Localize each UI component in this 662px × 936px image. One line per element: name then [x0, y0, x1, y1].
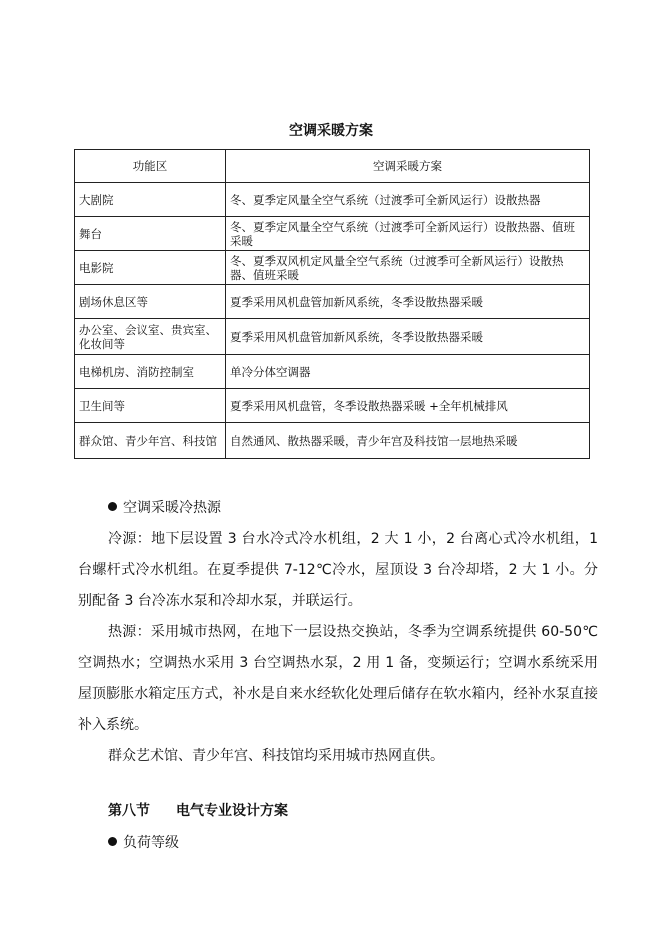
- table-row: [75, 355, 590, 389]
- column-header-area: 功能区: [75, 150, 226, 183]
- cell-plan: 冬、夏季定风量全空气系统（过渡季可全新风运行）设散热器: [226, 183, 590, 217]
- cold-heat-source-section: [78, 493, 598, 772]
- cell-plan: 自然通风、散热器采暖，青少年宫及科技馆一层地热采暖: [226, 423, 590, 459]
- table-row: [75, 285, 590, 319]
- hvac-plan-table: [74, 149, 590, 459]
- cell-area: 办公室、会议室、贵宾室、化妆间等: [75, 319, 226, 355]
- bullet-dot-icon: [108, 502, 117, 511]
- cell-plan: 夏季采用风机盘管加新风系统，冬季设散热器采暖: [226, 319, 590, 355]
- table-header-row: [75, 150, 590, 183]
- cell-plan: 冬、夏季定风量全空气系统（过渡季可全新风运行）设散热器、值班采暖: [226, 217, 590, 251]
- table-row: [75, 423, 590, 459]
- cell-area: 剧场休息区等: [75, 285, 226, 319]
- paragraph-direct-supply: 群众艺术馆、青少年宫、科技馆均采用城市热网直供。: [108, 748, 444, 764]
- table-row: [75, 251, 590, 285]
- cell-area: 群众馆、青少年宫、科技馆: [75, 423, 226, 459]
- section-heading: [108, 800, 288, 820]
- bullet-label: 空调采暖冷热源: [123, 500, 221, 516]
- cell-plan: 单冷分体空调器: [226, 355, 590, 389]
- paragraph-cold-source: 冷源：地下层设置 3 台水冷式冷水机组，2 大 1 小，2 台离心式冷水机组，1 台螺杆式冷水机组。在夏季提供 7-12℃冷水，屋顶设 3 台冷却塔，2 大 1 小。分别配备 3 台冷冻水泵和冷却水泵，并联运行。: [78, 531, 598, 609]
- table-row: [75, 319, 590, 355]
- cell-area: 舞台: [75, 217, 226, 251]
- table-title: 空调采暖方案: [289, 123, 373, 139]
- cell-area: 大剧院: [75, 183, 226, 217]
- cell-plan: 冬、夏季双风机定风量全空气系统（过渡季可全新风运行）设散热器、值班采暖: [226, 251, 590, 285]
- table-row: [75, 389, 590, 423]
- section-title: 电气专业设计方案: [176, 803, 288, 819]
- section-number: 第八节: [108, 803, 150, 819]
- paragraph-heat-source: 热源：采用城市热网，在地下一层设热交换站，冬季为空调系统提供 60-50℃空调热水；空调热水采用 3 台空调热水泵，2 用 1 备，变频运行；空调水系统采用屋顶膨胀水箱定压方式，补水是自来水经软化处理后储存在软水箱内，经补水泵直接补入系统。: [78, 624, 598, 733]
- cell-plan: 夏季采用风机盘管，冬季设散热器采暖 +全年机械排风: [226, 389, 590, 423]
- bullet-item: [108, 832, 179, 852]
- table-row: [75, 217, 590, 251]
- cell-area: 电影院: [75, 251, 226, 285]
- cell-area: 卫生间等: [75, 389, 226, 423]
- cell-plan: 夏季采用风机盘管加新风系统，冬季设散热器采暖: [226, 285, 590, 319]
- bullet-item: [78, 493, 598, 524]
- table-row: [75, 183, 590, 217]
- cell-area: 电梯机房、消防控制室: [75, 355, 226, 389]
- bullet-dot-icon: [108, 837, 117, 846]
- column-header-plan: 空调采暖方案: [226, 150, 590, 183]
- bullet-label: 负荷等级: [123, 835, 179, 851]
